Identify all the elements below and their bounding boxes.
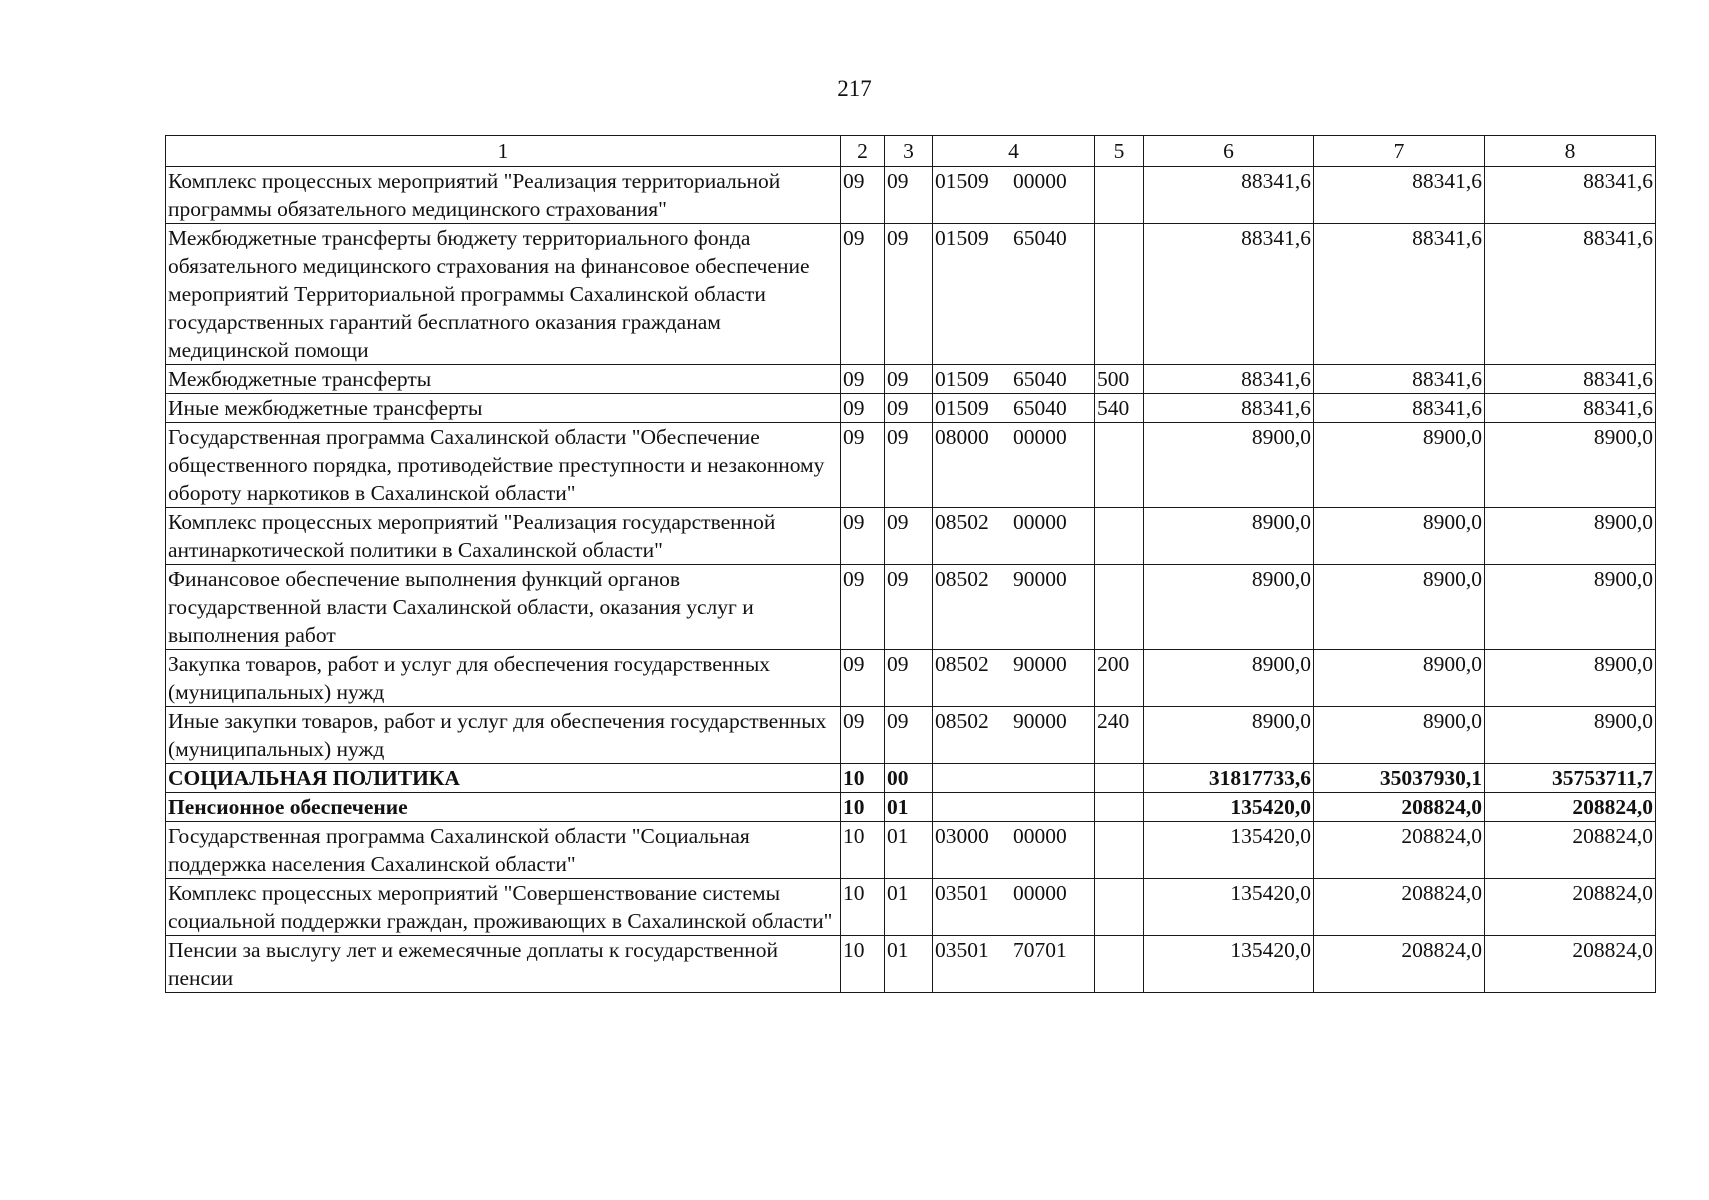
section-code: 10 [841, 764, 885, 793]
subsection-code: 09 [885, 707, 933, 764]
target-article-code [933, 423, 1095, 508]
expense-type-code [1095, 167, 1144, 224]
program-code: 08502 [935, 567, 989, 591]
program-code: 03000 [935, 824, 989, 848]
item-name: Пенсии за выслугу лет и ежемесячные доплаты к государственной пенсии [166, 936, 841, 993]
budget-table [165, 135, 1656, 993]
amount-col-6: 8900,0 [1144, 707, 1314, 764]
target-article-code [933, 167, 1095, 224]
subsection-code: 01 [885, 936, 933, 993]
section-code: 10 [841, 822, 885, 879]
amount-col-7: 8900,0 [1314, 508, 1485, 565]
item-name: Закупка товаров, работ и услуг для обеспечения государственных (муниципальных) нужд [166, 650, 841, 707]
amount-col-8: 8900,0 [1485, 508, 1656, 565]
expense-type-code [1095, 764, 1144, 793]
amount-col-8: 208824,0 [1485, 936, 1656, 993]
amount-col-8: 88341,6 [1485, 394, 1656, 423]
amount-col-7: 208824,0 [1314, 936, 1485, 993]
column-number: 3 [885, 136, 933, 167]
table-row [166, 508, 1656, 565]
program-code: 01509 [935, 169, 989, 193]
amount-col-7: 208824,0 [1314, 879, 1485, 936]
amount-col-6: 88341,6 [1144, 394, 1314, 423]
item-name: Межбюджетные трансферты [166, 365, 841, 394]
expense-type-code [1095, 224, 1144, 365]
section-code: 09 [841, 565, 885, 650]
target-article-code [933, 565, 1095, 650]
table-row [166, 936, 1656, 993]
column-number: 6 [1144, 136, 1314, 167]
amount-col-7: 208824,0 [1314, 793, 1485, 822]
direction-code: 00000 [1013, 169, 1067, 193]
item-name: Комплекс процессных мероприятий "Реализация территориальной программы обязательного медицинского страхования" [166, 167, 841, 224]
amount-col-6: 88341,6 [1144, 365, 1314, 394]
amount-col-6: 135420,0 [1144, 822, 1314, 879]
target-article-code [933, 707, 1095, 764]
amount-col-7: 88341,6 [1314, 394, 1485, 423]
section-code: 09 [841, 394, 885, 423]
section-code: 10 [841, 879, 885, 936]
amount-col-6: 8900,0 [1144, 650, 1314, 707]
amount-col-8: 8900,0 [1485, 423, 1656, 508]
column-number: 4 [933, 136, 1095, 167]
expense-type-code [1095, 936, 1144, 993]
target-article-code [933, 936, 1095, 993]
item-name: Государственная программа Сахалинской области "Обеспечение общественного порядка, противодействие преступности и незаконному обороту наркотиков в Сахалинской области" [166, 423, 841, 508]
table-row [166, 650, 1656, 707]
item-name: Иные межбюджетные трансферты [166, 394, 841, 423]
direction-code: 65040 [1013, 396, 1067, 420]
table-row [166, 565, 1656, 650]
target-article-code [933, 508, 1095, 565]
target-article-code [933, 822, 1095, 879]
amount-col-7: 8900,0 [1314, 707, 1485, 764]
expense-type-code: 540 [1095, 394, 1144, 423]
column-number: 5 [1095, 136, 1144, 167]
section-code: 09 [841, 508, 885, 565]
expense-type-code: 200 [1095, 650, 1144, 707]
amount-col-6: 8900,0 [1144, 423, 1314, 508]
program-code: 03501 [935, 881, 989, 905]
item-name: Государственная программа Сахалинской области "Социальная поддержка населения Сахалинской области" [166, 822, 841, 879]
direction-code: 00000 [1013, 510, 1067, 534]
table-row [166, 423, 1656, 508]
amount-col-6: 135420,0 [1144, 936, 1314, 993]
direction-code: 70701 [1013, 938, 1067, 962]
subsection-code: 00 [885, 764, 933, 793]
amount-col-8: 8900,0 [1485, 650, 1656, 707]
target-article-code [933, 224, 1095, 365]
program-code: 08502 [935, 510, 989, 534]
amount-col-6: 88341,6 [1144, 167, 1314, 224]
amount-col-7: 208824,0 [1314, 822, 1485, 879]
item-name: Финансовое обеспечение выполнения функций органов государственной власти Сахалинской области, оказания услуг и выполнения работ [166, 565, 841, 650]
target-article-code [933, 394, 1095, 423]
program-code: 08502 [935, 709, 989, 733]
table-row [166, 793, 1656, 822]
expense-type-code [1095, 508, 1144, 565]
table-row [166, 394, 1656, 423]
subsection-code: 09 [885, 565, 933, 650]
table-row [166, 822, 1656, 879]
item-name: СОЦИАЛЬНАЯ ПОЛИТИКА [166, 764, 841, 793]
amount-col-6: 8900,0 [1144, 508, 1314, 565]
program-code: 01509 [935, 226, 989, 250]
expense-type-code: 500 [1095, 365, 1144, 394]
direction-code: 65040 [1013, 226, 1067, 250]
amount-col-8: 8900,0 [1485, 565, 1656, 650]
column-number-row [166, 136, 1656, 167]
item-name: Комплекс процессных мероприятий "Совершенствование системы социальной поддержки граждан, проживающих в Сахалинской области" [166, 879, 841, 936]
direction-code: 90000 [1013, 567, 1067, 591]
subsection-code: 09 [885, 508, 933, 565]
amount-col-8: 208824,0 [1485, 879, 1656, 936]
program-code: 01509 [935, 396, 989, 420]
expense-type-code [1095, 879, 1144, 936]
item-name: Иные закупки товаров, работ и услуг для обеспечения государственных (муниципальных) нужд [166, 707, 841, 764]
item-name: Пенсионное обеспечение [166, 793, 841, 822]
amount-col-7: 35037930,1 [1314, 764, 1485, 793]
target-article-code [933, 650, 1095, 707]
table-row [166, 707, 1656, 764]
program-code: 08502 [935, 652, 989, 676]
target-article-code [933, 793, 1095, 822]
amount-col-8: 208824,0 [1485, 822, 1656, 879]
subsection-code: 01 [885, 793, 933, 822]
direction-code: 90000 [1013, 709, 1067, 733]
direction-code: 00000 [1013, 824, 1067, 848]
section-code: 09 [841, 423, 885, 508]
item-name: Комплекс процессных мероприятий "Реализация государственной антинаркотической политики в Сахалинской области" [166, 508, 841, 565]
amount-col-7: 88341,6 [1314, 365, 1485, 394]
column-number: 8 [1485, 136, 1656, 167]
page-number: 217 [837, 76, 872, 101]
expense-type-code [1095, 423, 1144, 508]
amount-col-8: 88341,6 [1485, 224, 1656, 365]
subsection-code: 09 [885, 423, 933, 508]
target-article-code [933, 365, 1095, 394]
amount-col-7: 8900,0 [1314, 565, 1485, 650]
amount-col-8: 8900,0 [1485, 707, 1656, 764]
amount-col-7: 8900,0 [1314, 650, 1485, 707]
amount-col-6: 88341,6 [1144, 224, 1314, 365]
amount-col-7: 88341,6 [1314, 224, 1485, 365]
subsection-code: 09 [885, 167, 933, 224]
amount-col-7: 8900,0 [1314, 423, 1485, 508]
section-code: 09 [841, 707, 885, 764]
section-code: 10 [841, 793, 885, 822]
subsection-code: 09 [885, 394, 933, 423]
column-number: 7 [1314, 136, 1485, 167]
column-number: 2 [841, 136, 885, 167]
section-code: 10 [841, 936, 885, 993]
amount-col-8: 35753711,7 [1485, 764, 1656, 793]
direction-code: 00000 [1013, 881, 1067, 905]
expense-type-code [1095, 565, 1144, 650]
table-row [166, 764, 1656, 793]
amount-col-8: 208824,0 [1485, 793, 1656, 822]
amount-col-6: 135420,0 [1144, 793, 1314, 822]
section-code: 09 [841, 650, 885, 707]
subsection-code: 01 [885, 822, 933, 879]
target-article-code [933, 879, 1095, 936]
program-code: 01509 [935, 367, 989, 391]
amount-col-6: 31817733,6 [1144, 764, 1314, 793]
table-row [166, 879, 1656, 936]
section-code: 09 [841, 167, 885, 224]
direction-code: 00000 [1013, 425, 1067, 449]
table-row [166, 365, 1656, 394]
amount-col-8: 88341,6 [1485, 365, 1656, 394]
subsection-code: 09 [885, 224, 933, 365]
table-row [166, 167, 1656, 224]
direction-code: 65040 [1013, 367, 1067, 391]
subsection-code: 09 [885, 365, 933, 394]
amount-col-6: 8900,0 [1144, 565, 1314, 650]
subsection-code: 01 [885, 879, 933, 936]
expense-type-code [1095, 822, 1144, 879]
program-code: 03501 [935, 938, 989, 962]
subsection-code: 09 [885, 650, 933, 707]
section-code: 09 [841, 365, 885, 394]
section-code: 09 [841, 224, 885, 365]
direction-code: 90000 [1013, 652, 1067, 676]
amount-col-7: 88341,6 [1314, 167, 1485, 224]
amount-col-8: 88341,6 [1485, 167, 1656, 224]
program-code: 08000 [935, 425, 989, 449]
expense-type-code [1095, 793, 1144, 822]
table-row [166, 224, 1656, 365]
expense-type-code: 240 [1095, 707, 1144, 764]
target-article-code [933, 764, 1095, 793]
column-number: 1 [166, 136, 841, 167]
amount-col-6: 135420,0 [1144, 879, 1314, 936]
item-name: Межбюджетные трансферты бюджету территориального фонда обязательного медицинского страхования на финансовое обеспечение мероприятий Территориальной программы Сахалинской области государственных гарантий бесплатного оказания гражданам медицинской помощи [166, 224, 841, 365]
